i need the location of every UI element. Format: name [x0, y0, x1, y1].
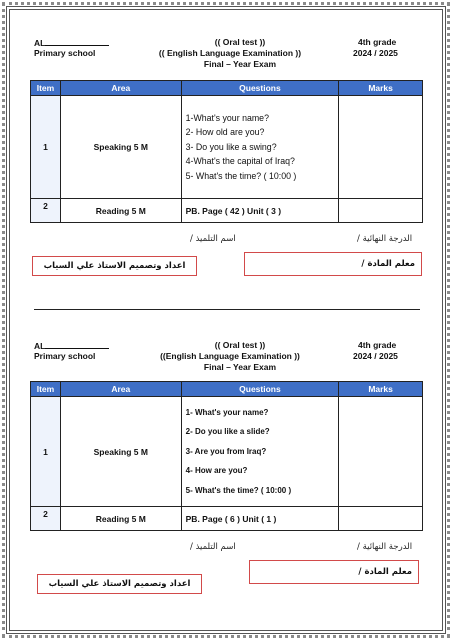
- col-item: Item: [31, 382, 61, 397]
- question-2: 2- How old are you?: [185, 127, 265, 138]
- al-label: AL: [34, 38, 46, 48]
- table-header-row: [31, 81, 423, 96]
- questions-cell: [181, 96, 339, 199]
- title-exam: (( English Language Examination )): [158, 48, 302, 58]
- area-reading: Reading 5 M: [60, 507, 181, 531]
- table-row: [31, 507, 423, 531]
- table-row: [31, 397, 423, 507]
- title-oral-test: (( Oral test )): [214, 340, 266, 350]
- marks-cell[interactable]: [339, 507, 423, 531]
- student-name-label: اسم التلميذ /: [190, 234, 236, 244]
- table-header-row: [31, 382, 423, 397]
- item-number: 1: [31, 96, 61, 199]
- question-4: 4-What's the capital of Iraq?: [185, 156, 295, 167]
- marks-cell[interactable]: [339, 96, 423, 199]
- marks-cell[interactable]: [339, 199, 423, 223]
- al-label-row: [34, 37, 109, 48]
- col-area: Area: [60, 81, 181, 96]
- exam-table-1: [30, 80, 423, 223]
- question-4: 4- How are you?: [185, 466, 248, 476]
- prepared-by-box: اعداد وتصميم الاستاذ علي السياب: [32, 256, 197, 276]
- grade-label: 4th grade: [358, 37, 397, 47]
- pb-page-unit: PB. Page ( 42 ) Unit ( 3 ): [181, 199, 339, 223]
- question-1: 1-What's your name?: [185, 112, 269, 123]
- col-questions: Questions: [181, 382, 339, 397]
- questions-cell: [181, 397, 339, 507]
- question-3: 3- Do you like a swing?: [185, 141, 277, 152]
- question-5: 5- What's the time? ( 10:00 ): [185, 485, 292, 495]
- school-type: Primary school: [34, 351, 96, 361]
- final-grade-label: الدرجة النهائية /: [357, 234, 413, 244]
- subject-teacher-box: معلم المادة /: [244, 252, 422, 276]
- area-speaking: Speaking 5 M: [60, 96, 181, 199]
- item-number: 1: [31, 397, 61, 507]
- question-2: 2- Do you like a slide?: [185, 427, 270, 437]
- exam-table-2: [30, 381, 423, 531]
- al-label-row: [34, 340, 109, 351]
- year-label: 2024 / 2025: [353, 351, 398, 361]
- marks-cell[interactable]: [339, 397, 423, 507]
- col-item: Item: [31, 81, 61, 96]
- table-row: [31, 96, 423, 199]
- area-reading: Reading 5 M: [60, 199, 181, 223]
- student-name-label: اسم التلميذ /: [190, 542, 236, 552]
- col-area: Area: [60, 382, 181, 397]
- col-questions: Questions: [181, 81, 339, 96]
- table-row: [31, 199, 423, 223]
- subject-teacher-box: معلم المادة /: [249, 560, 419, 584]
- school-type: Primary school: [34, 48, 96, 58]
- grade-label: 4th grade: [358, 340, 397, 350]
- item-number: 2: [31, 507, 61, 531]
- year-label: 2024 / 2025: [353, 48, 398, 58]
- prepared-by-box: اعداد وتصميم الاستاذ علي السياب: [37, 574, 202, 594]
- school-name-blank: [45, 340, 109, 349]
- school-name-blank: [45, 37, 109, 46]
- question-3: 3- Are you from Iraq?: [185, 446, 267, 456]
- title-final: Final – Year Exam: [203, 59, 277, 69]
- al-label: AL: [34, 341, 46, 351]
- question-5: 5- What's the time? ( 10:00 ): [185, 170, 297, 181]
- title-exam: ((English Language Examination )): [160, 351, 300, 361]
- title-oral-test: (( Oral test )): [214, 37, 266, 47]
- final-grade-label: الدرجة النهائية /: [357, 542, 413, 552]
- question-1: 1- What's your name?: [185, 407, 269, 417]
- title-final: Final – Year Exam: [203, 362, 277, 372]
- col-marks: Marks: [339, 81, 423, 96]
- pb-page-unit: PB. Page ( 6 ) Unit ( 1 ): [181, 507, 339, 531]
- section-divider: [34, 309, 420, 310]
- col-marks: Marks: [339, 382, 423, 397]
- item-number: 2: [31, 199, 61, 223]
- area-speaking: Speaking 5 M: [60, 397, 181, 507]
